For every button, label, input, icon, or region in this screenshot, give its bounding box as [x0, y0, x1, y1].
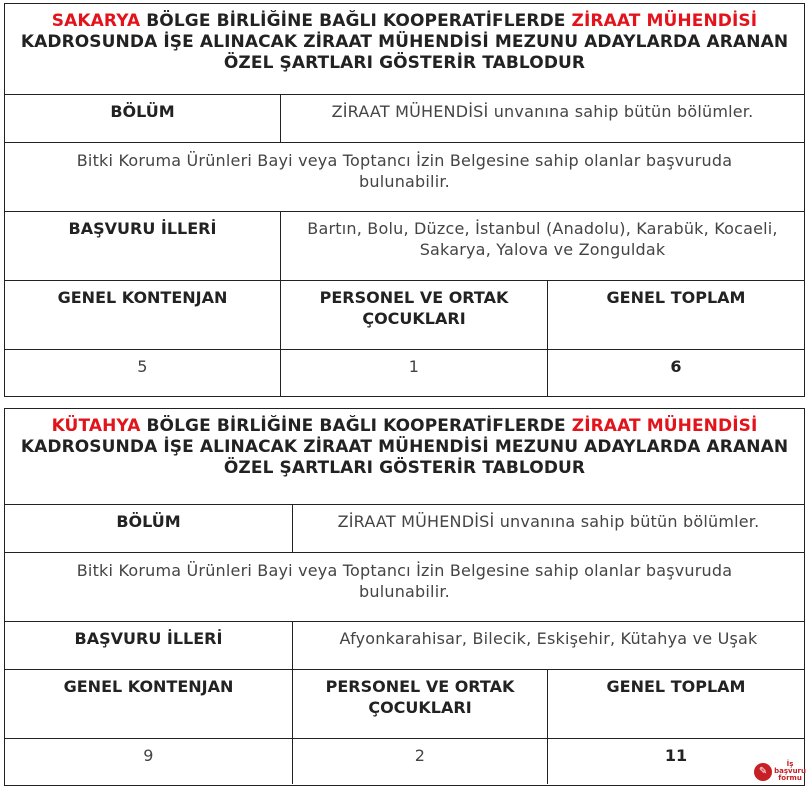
iller-label: BAŞVURU İLLERİ	[68, 219, 217, 238]
value-personel: 2	[292, 739, 547, 784]
form-edit-icon: ✎	[754, 763, 772, 781]
table-title: KÜTAHYA BÖLGE BİRLİĞİNE BAĞLI KOOPERATİFLERDE ZİRAAT MÜHENDİSİ KADROSUNDA İŞE ALINACAK ZİRAAT MÜHENDİSİ MEZUNU ADAYLARDA ARANAN ÖZEL ŞARTLARI GÖSTERİR TABLODUR	[20, 416, 789, 478]
bolum-label: BÖLÜM	[116, 512, 181, 531]
iller-value: Bartın, Bolu, Düzce, İstanbul (Anadolu), Karabük, Kocaeli, Sakarya, Yalova ve Zonguldak	[280, 212, 804, 280]
value-genel-toplam: 11	[547, 739, 804, 784]
header-personel: PERSONEL VE ORTAK ÇOCUKLARI	[280, 281, 547, 349]
note-row	[5, 552, 804, 621]
bolum-value: ZİRAAT MÜHENDİSİ unvanına sahip bütün bölümler.	[280, 95, 804, 142]
kutahya-table	[4, 408, 805, 786]
sakarya-table	[4, 3, 805, 397]
bolum-row	[5, 94, 804, 142]
iller-row	[5, 211, 804, 280]
region-name: KÜTAHYA	[51, 416, 141, 436]
header-row	[5, 280, 804, 349]
value-genel-kontenjan: 5	[137, 357, 148, 376]
watermark-logo	[754, 761, 806, 782]
note-text: Bitki Koruma Ürünleri Bayi veya Toptancı İzin Belgesine sahip olanlar başvuruda bulunabilir.	[76, 151, 733, 191]
position-name: ZİRAAT MÜHENDİSİ	[571, 416, 758, 436]
value-genel-toplam: 6	[547, 350, 804, 396]
note-row	[5, 142, 804, 211]
header-row	[5, 669, 804, 738]
iller-label: BAŞVURU İLLERİ	[74, 629, 223, 648]
iller-value: Afyonkarahisar, Bilecik, Eskişehir, Kütahya ve Uşak	[292, 622, 804, 669]
bolum-value: ZİRAAT MÜHENDİSİ unvanına sahip bütün bölümler.	[292, 505, 804, 552]
header-genel-kontenjan: GENEL KONTENJAN	[63, 677, 234, 696]
header-genel-toplam: GENEL TOPLAM	[547, 281, 804, 349]
value-personel: 1	[280, 350, 547, 396]
header-personel: PERSONEL VE ORTAK ÇOCUKLARI	[292, 670, 547, 738]
table-title: SAKARYA BÖLGE BİRLİĞİNE BAĞLI KOOPERATİFLERDE ZİRAAT MÜHENDİSİ KADROSUNDA İŞE ALINACAK ZİRAAT MÜHENDİSİ MEZUNU ADAYLARDA ARANAN ÖZEL ŞARTLARI GÖSTERİR TABLODUR	[20, 11, 789, 73]
watermark-text: İş başvuru formu	[774, 760, 806, 782]
title-row	[5, 409, 804, 504]
value-genel-kontenjan: 9	[143, 746, 154, 765]
bolum-row	[5, 504, 804, 552]
iller-row	[5, 621, 804, 669]
header-genel-kontenjan: GENEL KONTENJAN	[57, 288, 228, 307]
bolum-label: BÖLÜM	[110, 102, 175, 121]
region-name: SAKARYA	[51, 11, 141, 31]
position-name: ZİRAAT MÜHENDİSİ	[571, 11, 758, 31]
values-row	[5, 349, 804, 396]
header-genel-toplam: GENEL TOPLAM	[547, 670, 804, 738]
title-row	[5, 4, 804, 94]
note-text: Bitki Koruma Ürünleri Bayi veya Toptancı İzin Belgesine sahip olanlar başvuruda bulunabilir.	[76, 561, 733, 601]
values-row	[5, 738, 804, 784]
